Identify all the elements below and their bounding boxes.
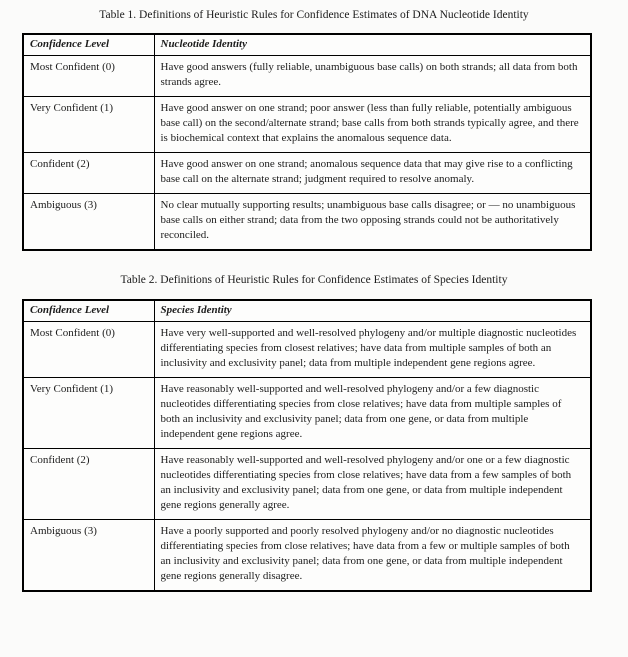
table2-column-header-confidence-level: Confidence Level xyxy=(23,300,154,322)
definition-cell: Have good answers (fully reliable, unambiguous base calls) on both strands; all data from both strands agree. xyxy=(154,56,591,97)
confidence-level-cell: Confident (2) xyxy=(23,449,154,520)
confidence-level-cell: Ambiguous (3) xyxy=(23,194,154,251)
table-row xyxy=(23,449,591,520)
definition-cell: Have reasonably well-supported and well-resolved phylogeny and/or a few diagnostic nucleotides differentiating species from close relatives; have data from multiple samples of both an inclusivity and exclusivity panel; data from one gene, or data from multiple independent gene regions agree. xyxy=(154,378,591,449)
table2-header-row xyxy=(23,300,591,322)
table2-column-header-species-identity: Species Identity xyxy=(154,300,591,322)
definition-cell: Have very well-supported and well-resolved phylogeny and/or multiple diagnostic nucleotides differentiating species from closest relatives; have data from multiple samples of both an inclusivity and exclusivity panel; data from multiple independent gene regions agree. xyxy=(154,322,591,378)
confidence-level-cell: Most Confident (0) xyxy=(23,56,154,97)
confidence-level-cell: Very Confident (1) xyxy=(23,378,154,449)
table2-caption: Table 2. Definitions of Heuristic Rules for Confidence Estimates of Species Identity xyxy=(120,274,508,286)
confidence-level-cell: Ambiguous (3) xyxy=(23,520,154,592)
definition-cell: Have reasonably well-supported and well-resolved phylogeny and/or one or a few diagnostic nucleotides differentiating species from close relatives; have data from a few samples of both an inclusivity and exclusivity panel; data from one gene, or data from multiple independent gene regions generally agree. xyxy=(154,449,591,520)
table1-header-row xyxy=(23,34,591,56)
definition-cell: Have a poorly supported and poorly resolved phylogeny and/or no diagnostic nucleotides differentiating species from close relatives; have data from a few or multiple samples of both an inclusivity and exclusivity panel; data from one gene, or data from multiple independent gene regions generally disagree. xyxy=(154,520,591,592)
confidence-level-cell: Most Confident (0) xyxy=(23,322,154,378)
table-row xyxy=(23,322,591,378)
table2-species-identity xyxy=(22,299,592,592)
table-row xyxy=(23,56,591,97)
confidence-level-cell: Very Confident (1) xyxy=(23,97,154,153)
definition-cell: Have good answer on one strand; poor answer (less than fully reliable, potentially ambiguous base call) on the second/alternate strand; base calls from both strands typically agree, and there is biochemical context that explains the anomalous sequence data. xyxy=(154,97,591,153)
table-row xyxy=(23,520,591,592)
table-row xyxy=(23,97,591,153)
table-row xyxy=(23,153,591,194)
confidence-level-cell: Confident (2) xyxy=(23,153,154,194)
definition-cell: Have good answer on one strand; anomalous sequence data that may give rise to a conflicting base call on the alternate strand; judgment required to resolve anomaly. xyxy=(154,153,591,194)
table1-column-header-nucleotide-identity: Nucleotide Identity xyxy=(154,34,591,56)
table1-dna-nucleotide-identity xyxy=(22,33,592,251)
table-row xyxy=(23,194,591,251)
table-row xyxy=(23,378,591,449)
table1-caption: Table 1. Definitions of Heuristic Rules for Confidence Estimates of DNA Nucleotide Identity xyxy=(99,9,529,21)
definition-cell: No clear mutually supporting results; unambiguous base calls disagree; or — no unambiguous base calls on either strand; data from the two opposing strands could not be authoritatively reconciled. xyxy=(154,194,591,251)
table1-column-header-confidence-level: Confidence Level xyxy=(23,34,154,56)
